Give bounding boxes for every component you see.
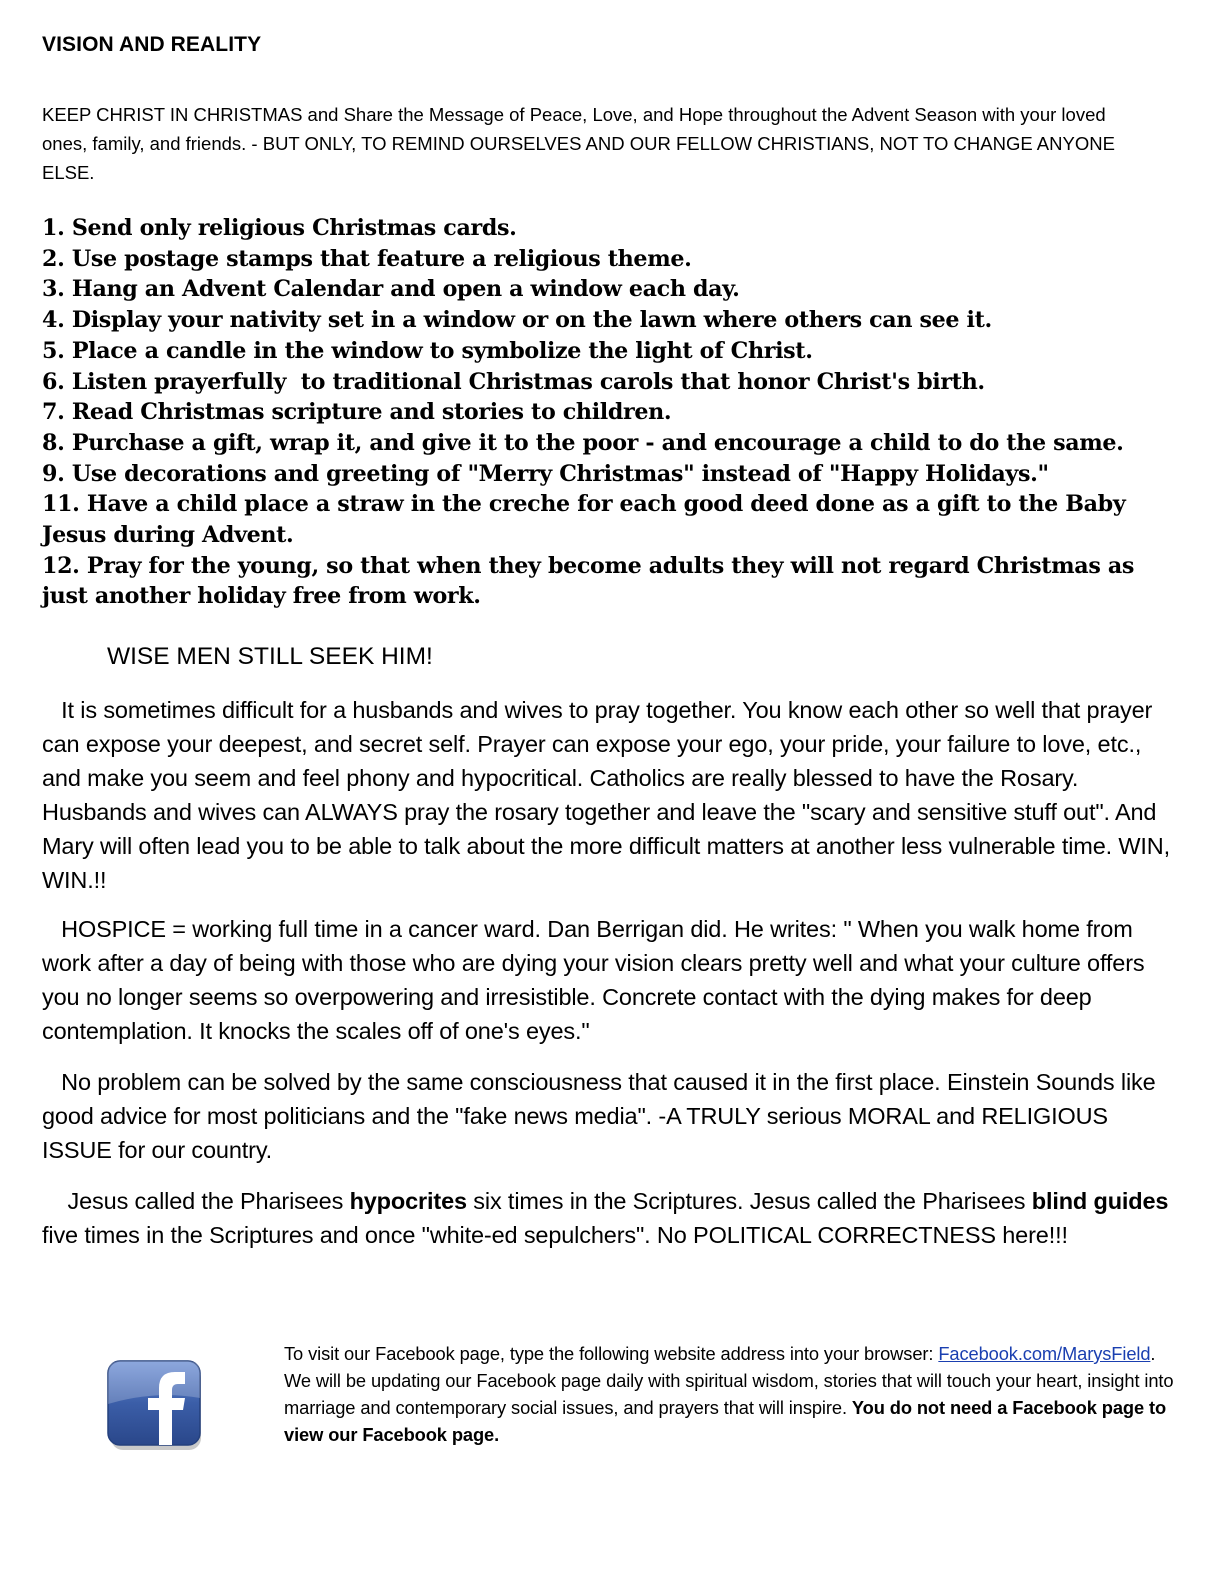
section-heading: WISE MEN STILL SEEK HIM! — [107, 643, 433, 670]
bold-word: hypocrites — [349, 1188, 467, 1214]
list-item: 6. Listen prayerfully to traditional Christmas carols that honor Christ's birth. — [42, 368, 985, 395]
paragraph-pharisees: Jesus called the Pharisees hypocrites six times in the Scriptures. Jesus called the Pharisees blind guides five times in the Scriptures and once "white-ed sepulchers". No POLITICAL CORRECTNESS here!!! — [42, 1188, 1169, 1248]
paragraph-hospice: HOSPICE = working full time in a cancer ward. Dan Berrigan did. He writes: " When you walk home from work after a day of being with those who are dying your vision clears pretty well and what your culture offers you no longer seems so overpowering and irresistible. Concrete contact with the dying makes for deep contemplation. It knocks the scales off of one's eyes." — [42, 916, 1145, 1044]
list-item: 5. Place a candle in the window to symbolize the light of Christ. — [42, 337, 813, 364]
list-item: 4. Display your nativity set in a window or on the lawn where others can see it. — [42, 307, 992, 334]
advent-list — [42, 213, 1182, 612]
list-item: 8. Purchase a gift, wrap it, and give it to the poor - and encourage a child to do the same. — [42, 429, 1124, 456]
facebook-notice: To visit our Facebook page, type the following website address into your browser: Facebook.com/MarysField. We will be updating our Facebook page daily with spiritual wisdom, stories that will touch your heart, insight into marriage and contemporary social issues, and prayers that will inspire. You do not need a Facebook page to view our Facebook page. — [284, 1343, 1174, 1445]
facebook-icon[interactable] — [107, 1360, 203, 1450]
facebook-note-bold: You do not need a Facebook page to view our Facebook page. — [284, 1397, 1167, 1445]
list-item: 7. Read Christmas scripture and stories to children. — [42, 399, 672, 426]
bold-word: blind guides — [1031, 1188, 1169, 1214]
list-item: 11. Have a child place a straw in the creche for each good deed done as a gift to the Baby Jesus during Advent. — [42, 491, 1126, 549]
list-item: 9. Use decorations and greeting of "Merry Christmas" instead of "Happy Holidays." — [42, 460, 1049, 487]
list-item: 2. Use postage stamps that feature a religious theme. — [42, 245, 692, 272]
list-item: 12. Pray for the young, so that when they become adults they will not regard Christmas as just another holiday free from work. — [42, 552, 1135, 610]
paragraph-prayer: It is sometimes difficult for a husbands and wives to pray together. You know each other so well that prayer can expose your deepest, and secret self. Prayer can expose your ego, your pride, your failure to love, etc., and make you seem and feel phony and hypocritical. Catholics are really blessed to have the Rosary. Husbands and wives can ALWAYS pray the rosary together and leave the "scary and sensitive stuff out". And Mary will often lead you to be able to talk about the more difficult matters at another less vulnerable time. WIN, WIN.!! — [42, 697, 1170, 893]
list-item: 1. Send only religious Christmas cards. — [42, 215, 517, 241]
paragraph-einstein: No problem can be solved by the same consciousness that caused it in the first place. Einstein Sounds like good advice for most politicians and the "fake news media". -A TRULY serious MORAL and RELIGIOUS ISSUE for our country. — [42, 1069, 1156, 1163]
facebook-link[interactable]: Facebook.com/MarysField — [938, 1343, 1151, 1364]
page-title: VISION AND REALITY — [42, 33, 262, 56]
list-item: 3. Hang an Advent Calendar and open a window each day. — [42, 276, 740, 303]
intro-paragraph: KEEP CHRIST IN CHRISTMAS and Share the Message of Peace, Love, and Hope throughout the Advent Season with your loved ones, family, and friends. - BUT ONLY, TO REMIND OURSELVES AND OUR FELLOW CHRISTIANS, NOT TO CHANGE ANYONE ELSE. — [42, 104, 1115, 183]
